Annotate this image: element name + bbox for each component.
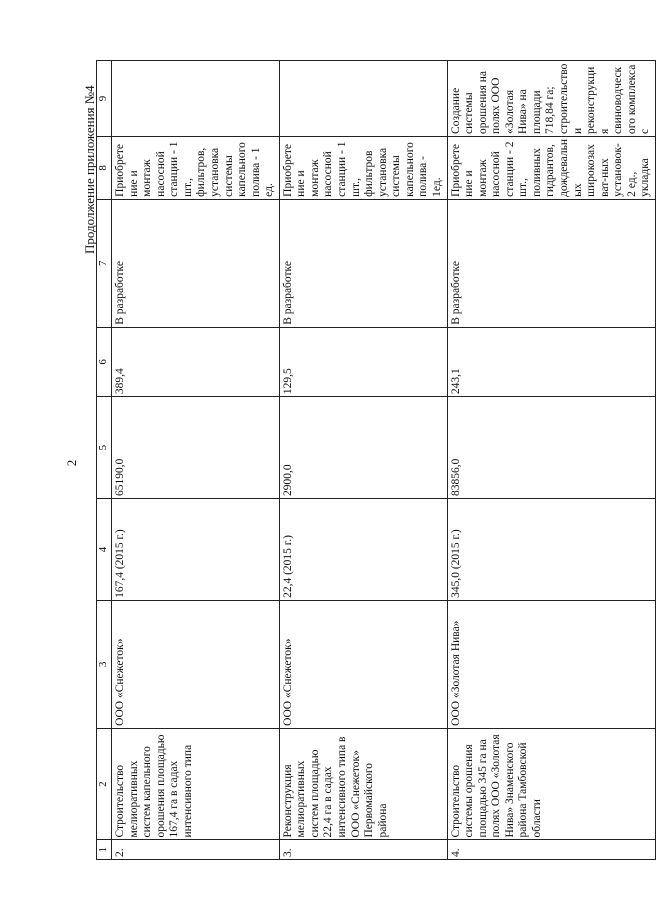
col-header: 4 [97,499,112,601]
data-table [96,60,656,860]
row-number: 2. [112,840,280,860]
row-number: 4. [447,840,655,860]
works: Приобретение и монтаж насосной станции - 2 шт., поливных гидрантов, дождевальных широкозахват-ных установок- 2 ед., укладка [447,136,655,199]
col-header: 6 [97,327,112,396]
organization: ООО «Снежеток» [279,600,447,728]
col-header: 8 [97,136,112,199]
header-row [97,61,112,860]
area: 345,0 (2015 г.) [447,499,655,601]
col-header: 9 [97,61,112,137]
note [112,61,280,137]
col-header: 5 [97,397,112,499]
cost-per-ha: 243,1 [447,327,655,396]
page-number: 2 [64,459,79,467]
status: В разработке [447,199,655,327]
cost: 2900,0 [279,397,447,499]
data-table-container [96,60,652,860]
note: Создание системы орошения на полях ООО «Золотая Нива» на площади 718,84 га; строительство и реконструкция свиноводческого комплекса с [447,61,655,137]
cost: 65190,0 [112,397,280,499]
col-header: 1 [97,840,112,860]
organization: ООО «Золотая Нива» [447,600,655,728]
appendix-title: Продолжение приложения №4 [82,85,97,254]
table-row [447,61,655,860]
project-name: Строительство мелиоративных систем капельного орошения площадью 167,4 га в садах интенсивного типа [112,728,280,840]
works: Приобретение и монтаж насосной станции - 1 шт., фильтров установка системы капельного полива - 1ед. [279,136,447,199]
status: В разработке [279,199,447,327]
col-header: 7 [97,199,112,327]
area: 22,4 (2015 г.) [279,499,447,601]
table-row [279,61,447,860]
organization: ООО «Снежеток» [112,600,280,728]
cost: 83856,0 [447,397,655,499]
project-name: Реконструкция мелиоративных систем площадью 22,4 га в садах интенсивного типа в ООО «Снежеток» Первомайского района [279,728,447,840]
area: 167,4 (2015 г.) [112,499,280,601]
cost-per-ha: 389,4 [112,327,280,396]
cost-per-ha: 129,5 [279,327,447,396]
row-number: 3. [279,840,447,860]
col-header: 3 [97,600,112,728]
table-row [112,61,280,860]
works: Приобретение и монтаж насосной станции - 1 шт., фильтров, установка системы капельного полива - 1 ед. [112,136,280,199]
project-name: Строительство системы орошения площадью 345 га на полях ООО «Золотая Нива» Знаменского района Тамбовской области [447,728,655,840]
col-header: 2 [97,728,112,840]
status: В разработке [112,199,280,327]
note [279,61,447,137]
